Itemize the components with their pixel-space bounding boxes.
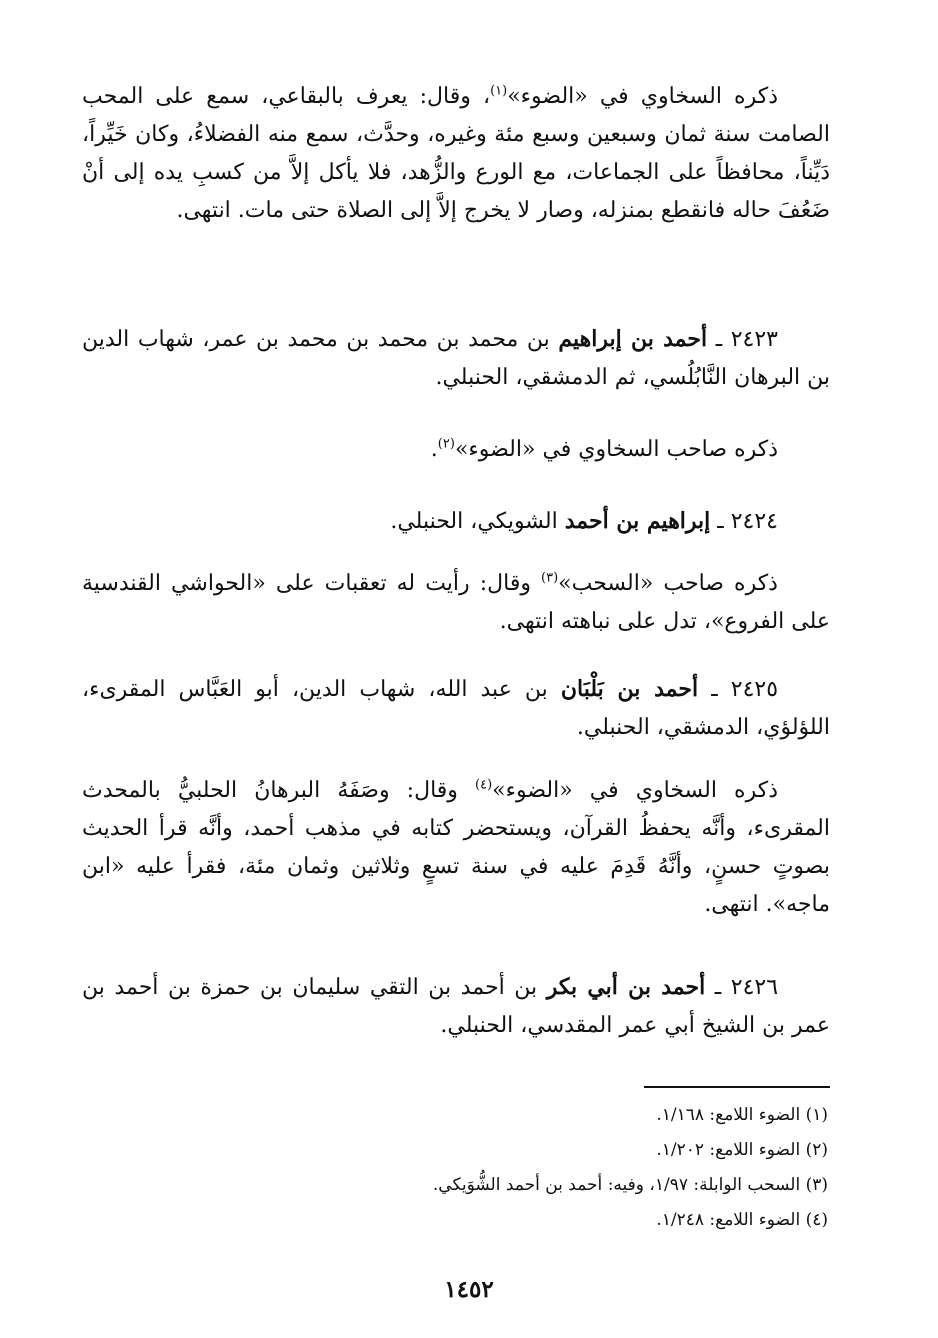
paragraph-1 xyxy=(82,78,830,230)
paragraph-3-text-after-ref: . xyxy=(430,437,438,462)
footnote-ref-3: (٣) xyxy=(541,570,559,586)
entry-name: أحمد بن بَلْبَان xyxy=(560,676,699,702)
paragraph-3-text-before-ref: ذكره صاحب السخاوي في «الضوء» xyxy=(454,437,778,462)
entry-number: ٢٤٢٣ ـ xyxy=(707,327,778,352)
footnote-ref-2: (٢) xyxy=(437,436,455,452)
footnote-4: (٤) الضوء اللامع: ١/٢٤٨. xyxy=(656,1210,828,1230)
paragraph-5 xyxy=(82,565,830,641)
paragraph-1-text-after-ref: ، وقال: يعرف بالبقاعي، سمع على المحب الصامت سنة ثمان وسبعين وسبع مئة وغيره، وحدَّث، سمع منه الفضلاءُ، وكان خَيِّراً، دَيِّناً، محافظاً على الجماعات، مع الورع والزُّهد، فلا يأكل إلاَّ من كسبِ يده إلى أنْ ضَعُفَ حاله فانقطع بمنزله، وصار لا يخرج إلاَّ إلى الصلاة حتى مات. انتهى. xyxy=(82,84,830,223)
entry-2426 xyxy=(82,968,830,1045)
entry-2424 xyxy=(82,502,830,541)
paragraph-7-text-before-ref: ذكره السخاوي في «الضوء» xyxy=(492,778,778,803)
entry-name: أحمد بن أبي بكر xyxy=(546,974,706,1000)
entry-name: إبراهيم بن أحمد xyxy=(564,508,711,534)
paragraph-7 xyxy=(82,772,830,924)
entry-name: أحمد بن إبراهيم xyxy=(558,326,708,352)
entry-2423 xyxy=(82,320,830,397)
footnote-ref-1: (١) xyxy=(490,83,508,99)
footnote-ref-4: (٤) xyxy=(475,777,493,793)
footnote-1: (١) الضوء اللامع: ١/١٦٨. xyxy=(656,1105,828,1125)
page-number: ١٤٥٢ xyxy=(444,1276,494,1303)
footnote-3: (٣) السحب الوابلة: ١/٩٧، وفيه: أحمد بن أحمد الشُّوَيكي. xyxy=(432,1175,828,1195)
paragraph-5-text-after-ref: وقال: رأيت له تعقبات على «الحواشي القندسية على الفروع»، تدل على نباهته انتهى. xyxy=(82,571,830,634)
entry-text: بن أحمد بن التقي سليمان بن حمزة بن أحمد بن عمر بن الشيخ أبي عمر المقدسي، الحنبلي. xyxy=(82,975,830,1038)
footnotes-list xyxy=(82,1098,830,1238)
footnote-2: (٢) الضوء اللامع: ١/٢٠٢. xyxy=(656,1140,828,1160)
entry-text: الشويكي، الحنبلي. xyxy=(390,509,565,534)
entry-text: بن عبد الله، شهاب الدين، أبو العَبَّاس المقرىء، اللؤلؤي، الدمشقي، الحنبلي. xyxy=(82,677,830,740)
entry-2425 xyxy=(82,670,830,747)
entry-number: ٢٤٢٥ ـ xyxy=(698,677,779,702)
paragraph-1-text-before-ref: ذكره السخاوي في «الضوء» xyxy=(507,84,778,109)
entry-number: ٢٤٢٤ ـ xyxy=(710,509,778,534)
entry-number: ٢٤٢٦ ـ xyxy=(705,975,779,1000)
paragraph-3 xyxy=(82,431,830,469)
footnote-separator xyxy=(644,1086,830,1088)
paragraph-5-text-before-ref: ذكره صاحب «السحب» xyxy=(558,571,778,596)
paragraph-7-text-after-ref: وقال: وصَفَهُ البرهانُ الحلبيُّ بالمحدث المقرىء، وأنَّه يحفظُ القرآن، ويستحضر كتابه في مذهب أحمد، وأنَّه قرأ الحديث بصوتٍ حسنٍ، وأنَّهُ قَدِمَ عليه في سنة تسعٍ وثلاثين وثمان مئة، فقرأ عليه «ابن ماجه». انتهى. xyxy=(82,778,830,917)
entry-text: بن محمد بن محمد بن محمد بن عمر، شهاب الدين بن البرهان النَّابُلُسي، ثم الدمشقي، الحنبلي. xyxy=(82,327,830,390)
